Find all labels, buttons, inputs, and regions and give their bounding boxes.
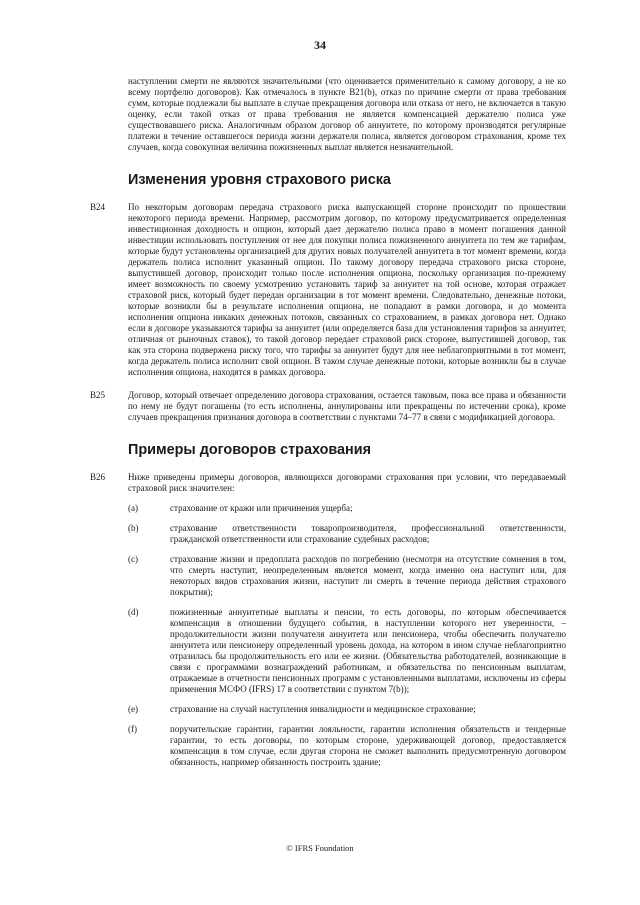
list-item-marker: (c) xyxy=(128,554,139,564)
paragraph-label: B25 xyxy=(90,390,106,400)
list-item-marker: (a) xyxy=(128,503,139,513)
list-item xyxy=(128,554,566,598)
paragraph-b24 xyxy=(90,202,566,378)
page-footer: © IFRS Foundation xyxy=(286,843,354,853)
intro-paragraph: наступлении смерти не являются значительными (что оценивается применительно к самому договору, а не ко всему портфелю договоров). Как отмечалось в пункте B21(b), отказ по причине смерти от права требования сумм, которые подлежали бы выплате в случае прекращения договора или отказа от него, не включается в такую оценку, если такой отказ от права требования не является компенсацией держателю полиса уже существовавшего риска. Аналогичным образом договор об аннуитете, по которому производятся регулярные платежи в течение оставшегося периода жизни держателя полиса, является договором страхования, кроме тех случаев, когда совокупная величина пожизненных выплат является незначительной. xyxy=(128,76,566,152)
paragraph-b26 xyxy=(90,472,566,768)
list-item xyxy=(128,724,566,768)
list-item-text: страхование жизни и предоплата расходов по погребению (несмотря на отсутствие сомнения в том, что смерть наступит, неопределенным является момент, когда именно она наступит или, для некоторых видов страхования жизни, наступит ли смерть в течение периода действия страхового покрытия); xyxy=(170,554,566,597)
list-item-text: страхование от кражи или причинения ущерба; xyxy=(170,503,353,513)
list-item-text: страхование на случай наступления инвалидности и медицинское страхование; xyxy=(170,704,476,714)
list-item xyxy=(128,503,566,514)
paragraph-text: Договор, который отвечает определению договора страхования, остается таковым, пока все права и обязанности по нему не будут погашены (то есть исполнены, аннулированы или прекращены по истечении срока), кроме случаев прекращения признания договора в соответствии с пунктами 74–77 в связи с модификацией договора. xyxy=(128,390,566,422)
list-item-marker: (f) xyxy=(128,724,138,734)
paragraph-label: B24 xyxy=(90,202,106,212)
page-content xyxy=(90,76,566,780)
paragraph-text: По некоторым договорам передача страхового риска выпускающей стороне происходит по прошествии некоторого периода времени. Например, рассмотрим договор, по которому предусматривается определенная инвестиционная доходность и опцион, который дает держателю полиса право в момент погашения данной инвестиции использовать поступления от нее для покупки полиса пожизненного аннуитета по тем же тарифам, которые будут установлены организацией для других новых получателей аннуитета в тот момент времени, когда держатель полиса исполнит указанный опцион. По такому договору передача страхового риска стороне, выпустившей договор, происходит только после исполнения опциона, поскольку организация по-прежнему имеет возможность по своему усмотрению установить тариф за аннуитет на той основе, которая отражает страховой риск, который будет передан организации в тот момент времени. Следовательно, денежные потоки, которые возникли бы в результате исполнения опциона, не попадают в рамки договора, и до момента исполнения опциона никаких денежных потоков, связанных со страхованием, в рамках договора нет. Однако если в договоре указываются тарифы за аннуитет (или определяется база для установления тарифов за аннуитет, отличная от рыночных ставок), то такой договор передает страховой риск стороне, выпустившей договор, так как эта сторона подвержена риску того, что тарифы за аннуитет будут для нее неблагоприятными в тот момент, когда держатель полиса исполнит свой опцион. В таком случае денежные потоки, которые возникли бы в случае исполнения опциона, находятся в рамках договора. xyxy=(128,202,566,377)
example-list xyxy=(128,503,566,768)
list-item-marker: (b) xyxy=(128,523,139,533)
section-heading-insurance-risk-changes: Изменения уровня страхового риска xyxy=(128,172,391,188)
page-number: 34 xyxy=(314,38,326,52)
paragraph-b25 xyxy=(90,390,566,423)
list-item-marker: (d) xyxy=(128,607,139,617)
list-item-text: пожизненные аннуитетные выплаты и пенсии, то есть договоры, по которым обеспечивается компенсация в отношении будущего события, в наступлении которого нет уверенности, – продолжительности жизни получателя аннуитета или пенсионера, чтобы обеспечить получателю аннуитета или пенсионеру определенный уровень дохода, на котором в ином случае неблагоприятно отразилась бы продолжительность его или ее жизни. (Обязательства работодателей, возникающие в связи с программами вознаграждений работникам, и обязательства по пенсионным выплатам, отражаемые в отчетности пенсионных программ с установленными выплатами, исключены из сферы применения МСФО (IFRS) 17 в соответствии с пунктом 7(b)); xyxy=(170,607,566,694)
list-item-text: страхование ответственности товаропроизводителя, профессиональной ответственности, гражданской ответственности или страхование судебных расходов; xyxy=(170,523,566,544)
section-heading-insurance-examples: Примеры договоров страхования xyxy=(128,442,371,458)
paragraph-text: Ниже приведены примеры договоров, являющихся договорами страхования при условии, что передаваемый страховой риск значителен: xyxy=(128,472,566,493)
list-item-text: поручительские гарантии, гарантии лояльности, гарантии исполнения обязательств и тендерные гарантии, то есть договоры, по которым стороне, удерживающей договор, предоставляется компенсация в том случае, если другая сторона не сможет выполнить предусмотренную договором обязанность, например обязанность построить здание; xyxy=(170,724,566,767)
paragraph-label: B26 xyxy=(90,472,106,482)
list-item xyxy=(128,704,566,715)
list-item xyxy=(128,523,566,545)
list-item-marker: (e) xyxy=(128,704,139,714)
list-item xyxy=(128,607,566,695)
